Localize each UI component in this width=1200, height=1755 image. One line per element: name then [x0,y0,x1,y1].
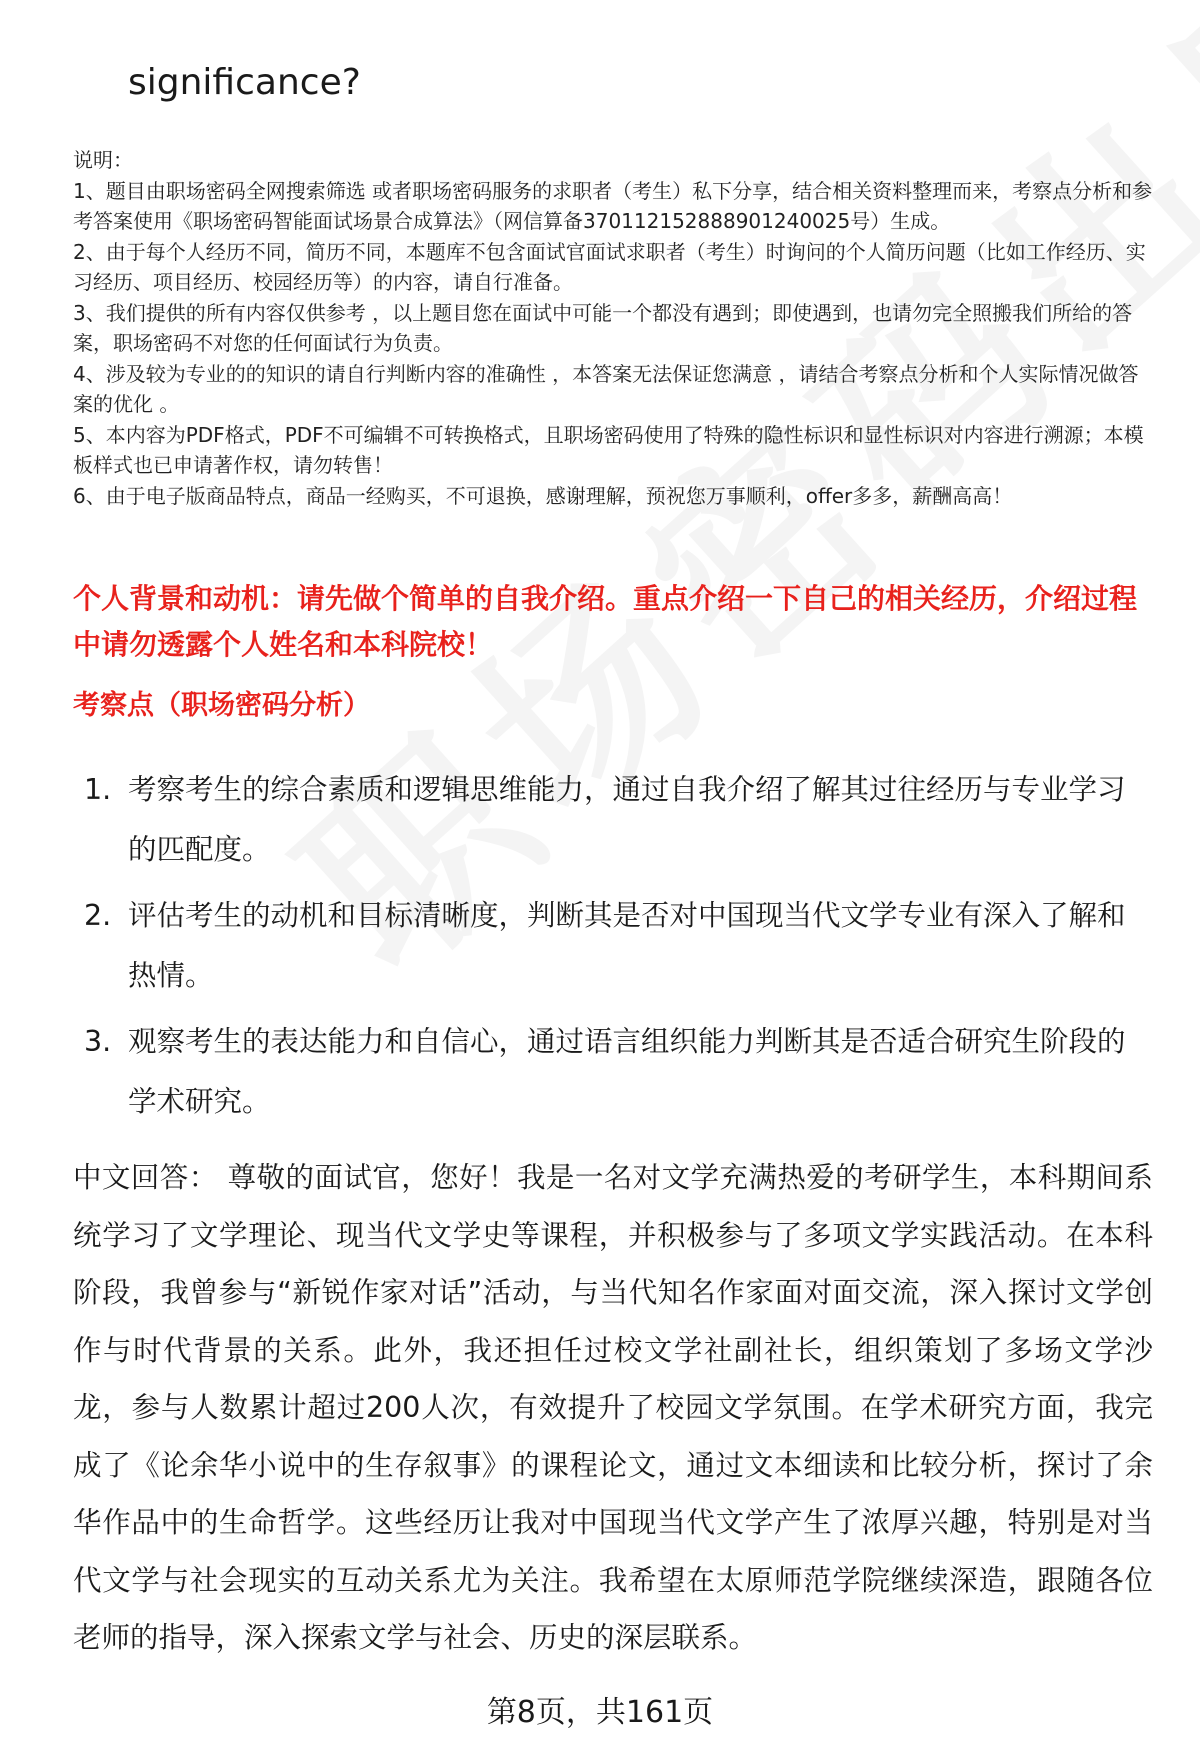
continued-text: significance? [128,62,361,103]
note-item: 4、涉及较为专业的的知识的请自行判断内容的准确性 ，本答案无法保证您满意 ，请结合考察点分析和个人实际情况做答案的优化 。 [73,361,1139,416]
page-number: 第8页，共161页 [486,1695,714,1730]
point-number: 1. [84,773,112,806]
answer-text: 尊敬的面试官，您好！我是一名对文学充满热爱的考研学生，本科期间系统学习了文学理论、现当代文学史等课程，并积极参与了多项文学实践活动。在本科阶段，我曾参与“新锐作家对话”活动，与当代知名作家面对面交流，深入探讨文学创作与时代背景的关系。此外，我还担任过校文学社副社长，组织策划了多场文学沙龙，参与人数累计超过200人次，有效提升了校园文学氛围。在学术研究方面，我完成了《论余华小说中的生存叙事》的课程论文，通过文本细读和比较分析，探讨了余华作品中的生命哲学。这些经历让我对中国现当代文学产生了浓厚兴趣，特别是对当代文学与社会现实的互动关系尤为关注。我希望在太原师范学院继续深造，跟随各位老师的指导，深入探索文学与社会、历史的深层联系。 [73,1161,1153,1654]
point-number: 2. [84,899,112,932]
note-item: 3、我们提供的所有内容仅供参考 ，以上题目您在面试中可能一个都没有遇到；即使遇到，也请勿完全照搬我们所给的答案，职场密码不对您的任何面试行为负责。 [73,300,1133,355]
question-title: 个人背景和动机：请先做个简单的自我介绍。重点介绍一下自己的相关经历，介绍过程中请勿透露个人姓名和本科院校！ [73,582,1138,661]
note-item: 2、由于每个人经历不同，简历不同，本题库不包含面试官面试求职者（考生）时询问的个人简历问题（比如工作经历、实习经历、项目经历、校园经历等）的内容，请自行准备。 [73,239,1146,294]
notes-section [73,145,1153,511]
note-item: 1、题目由职场密码全网搜索筛选 或者职场密码服务的求职者（考生）私下分享，结合相关资料整理而来，考察点分析和参考答案使用《职场密码智能面试场景合成算法》（网信算备370112152888901240025号）生成。 [73,178,1153,233]
analysis-point [80,1012,1150,1132]
analysis-points [80,760,1150,1138]
point-text: 评估考生的动机和目标清晰度，判断其是否对中国现当代文学专业有深入了解和热情。 [128,899,1126,992]
note-item: 6、由于电子版商品特点，商品一经购买，不可退换，感谢理解，预祝您万事顺利，offer多多，薪酬高高！ [73,483,1013,508]
analysis-point [80,760,1150,880]
note-item: 5、本内容为PDF格式，PDF不可编辑不可转换格式，且职场密码使用了特殊的隐性标识和显性标识对内容进行溯源；本模板样式也已申请著作权，请勿转售！ [73,422,1144,477]
answer-section [73,1149,1153,1667]
analysis-title: 考察点（职场密码分析） [73,690,370,721]
answer-label: 中文回答： [73,1161,218,1194]
point-text: 考察考生的综合素质和逻辑思维能力，通过自我介绍了解其过往经历与专业学习的匹配度。 [128,773,1126,866]
notes-heading: 说明： [73,148,133,172]
point-text: 观察考生的表达能力和自信心，通过语言组织能力判断其是否适合研究生阶段的学术研究。 [128,1025,1126,1118]
analysis-point [80,886,1150,1006]
point-number: 3. [84,1025,112,1058]
